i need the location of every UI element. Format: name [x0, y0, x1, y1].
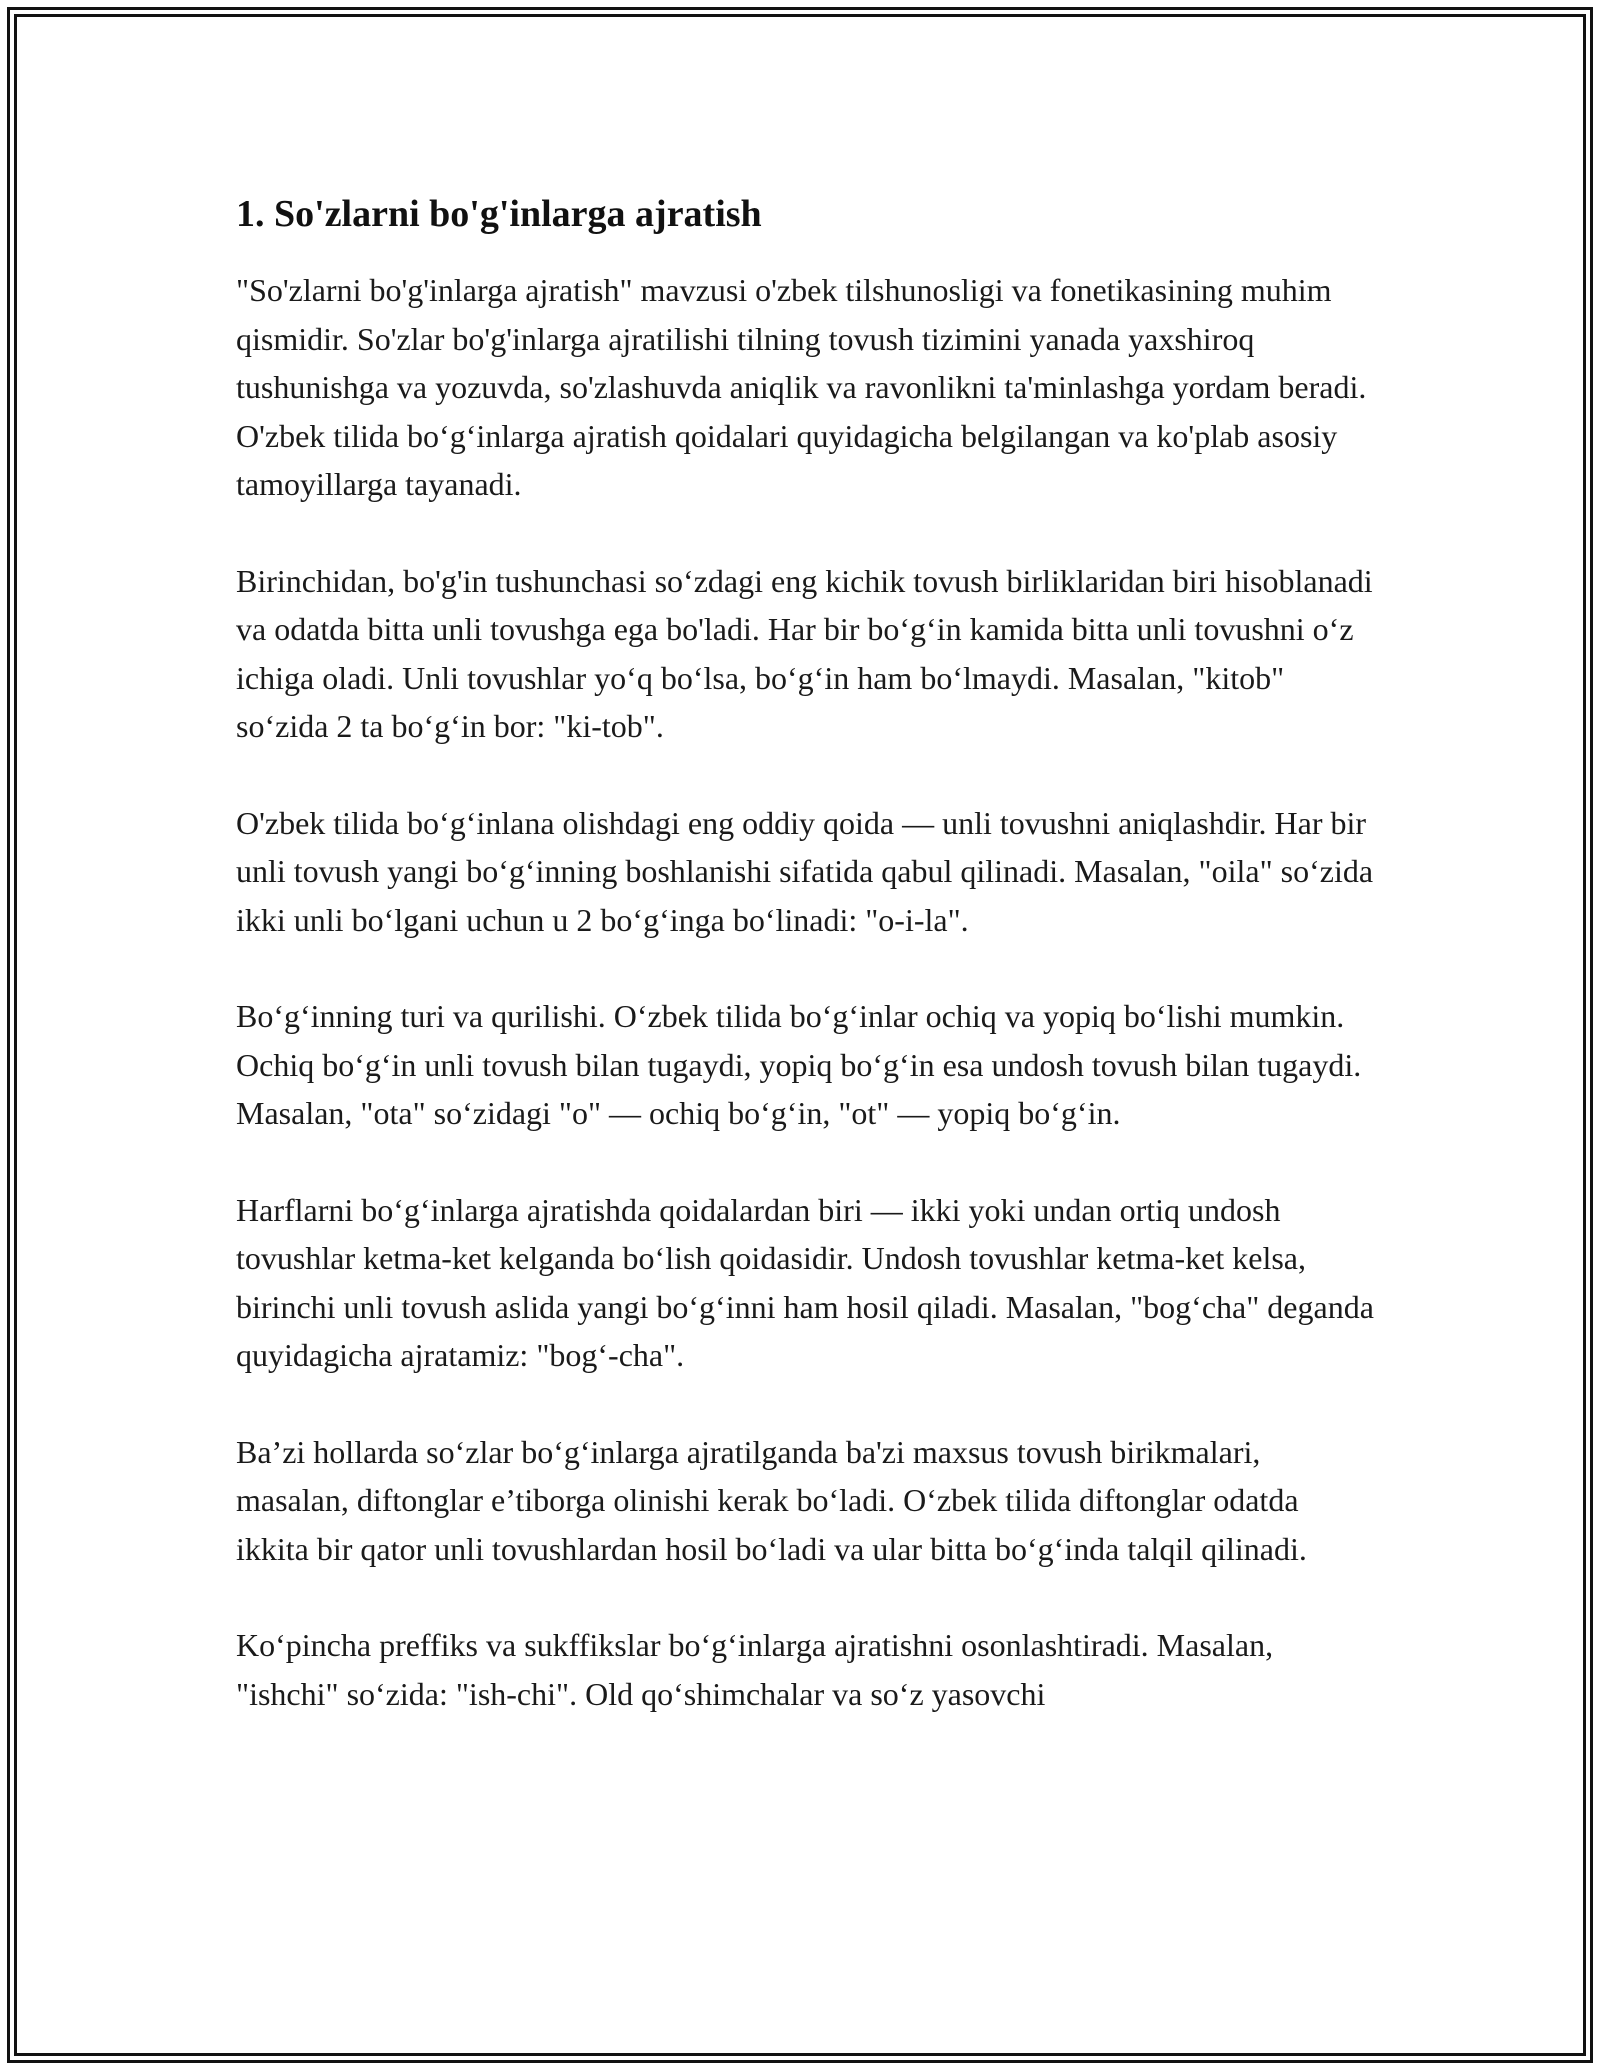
document-body: [236, 186, 1376, 1766]
paragraph-affixes: Koʻpincha preffiks va sukffikslar boʻgʻinlarga ajratishni osonlashtiradi. Masalan, "ishchi" soʻzida: "ish-chi". Old qoʻshimchalar va soʻz yasovchi: [236, 1627, 1274, 1712]
paragraph-consonant-rule: Harflarni boʻgʻinlarga ajratishda qoidalardan biri — ikki yoki undan ortiq undosh tovushlar ketma-ket kelganda boʻlish qoidasidir. Undosh tovushlar ketma-ket kelsa, birinchi unli tovush aslida yangi boʻgʻinni ham hosil qiladi. Masalan, "bogʻcha" deganda quyidagicha ajratamiz: "bogʻ-cha".: [236, 1191, 1374, 1373]
paragraph-vowel-rule: O'zbek tilida boʻgʻinlana olishdagi eng oddiy qoida — unli tovushni aniqlashdir. Har bir unli tovush yangi boʻgʻinning boshlanishi sifatida qabul qilinadi. Masalan, "oila" soʻzida ikki unli boʻlgani uchun u 2 boʻgʻinga boʻlinadi: "o-i-la".: [236, 804, 1374, 938]
paragraph-syllable-concept: Birinchidan, bo'g'in tushunchasi soʻzdagi eng kichik tovush birliklaridan biri hisoblanadi va odatda bitta unli tovushga ega bo'ladi. Har bir boʻgʻin kamida bitta unli tovushni oʻz ichiga oladi. Unli tovushlar yoʻq boʻlsa, boʻgʻin ham boʻlmaydi. Masalan, "kitob" soʻzida 2 ta boʻgʻin bor: "ki-tob".: [236, 562, 1373, 744]
paragraph-diphthongs: Ba’zi hollarda soʻzlar boʻgʻinlarga ajratilganda ba'zi maxsus tovush birikmalari, masalan, diftonglar e’tiborga olinishi kerak boʻladi. Oʻzbek tilida diftonglar odatda ikkita bir qator unli tovushlardan hosil boʻladi va ular bitta boʻgʻinda talqil qilinadi.: [236, 1433, 1307, 1567]
paragraph-syllable-types: Boʻgʻinning turi va qurilishi. Oʻzbek tilida boʻgʻinlar ochiq va yopiq boʻlishi mumkin. Ochiq boʻgʻin unli tovush bilan tugaydi, yopiq boʻgʻin esa undosh tovush bilan tugaydi. Masalan, "ota" soʻzidagi "o" — ochiq boʻgʻin, "ot" — yopiq boʻgʻin.: [236, 998, 1362, 1131]
paragraph-intro: "So'zlarni bo'g'inlarga ajratish" mavzusi o'zbek tilshunosligi va fonetikasining muhim qismidir. So'zlar bo'g'inlarga ajratilishi tilning tovush tizimini yanada yaxshiroq tushunishga va yozuvda, so'zlashuvda aniqlik va ravonlikni ta'minlashga yordam beradi. O'zbek tilida boʻgʻinlarga ajratish qoidalari quyidagicha belgilangan va ko'plab asosiy tamoyillarga tayanadi.: [236, 272, 1367, 502]
section-title: 1. So'zlarni bo'g'inlarga ajratish: [236, 193, 762, 235]
